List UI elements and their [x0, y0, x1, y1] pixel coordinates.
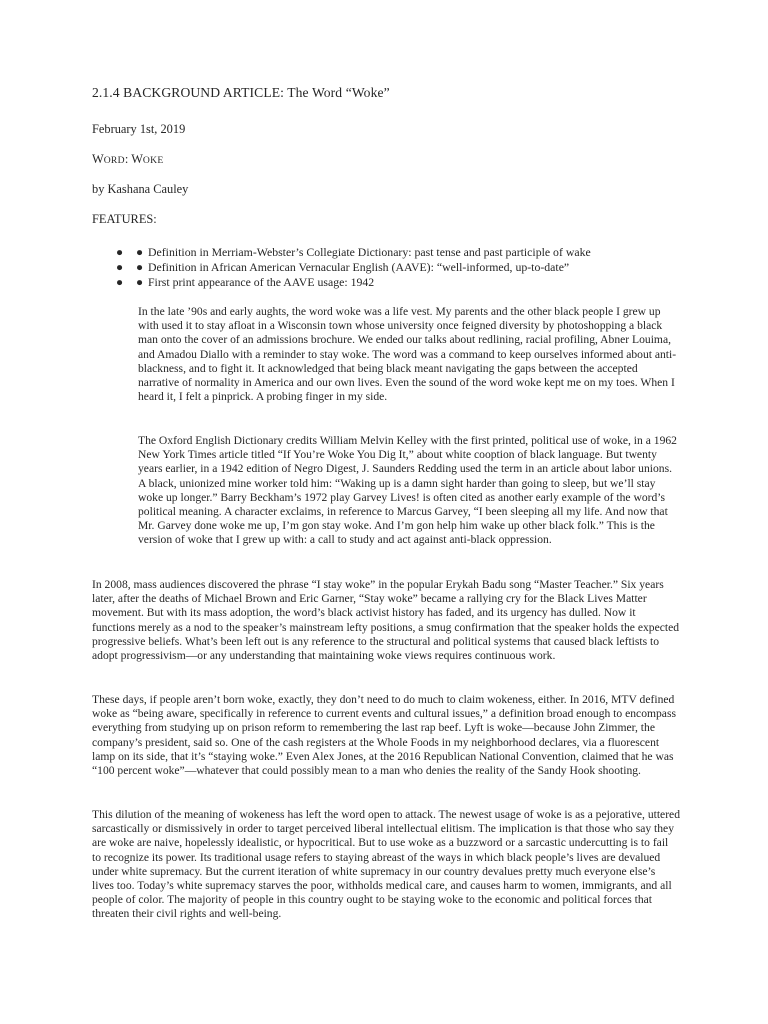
body-paragraph-4: These days, if people aren’t born woke, exactly, they don’t need to do much to claim wokeness, either. In 2016, MTV defined woke as “being aware, specifically in reference to current events and cultural issues,” a definition broad enough to encompass everything from studying up on prison reform to remembering the last rap beef. Lyft is woke—because John Zimmer, the company’s president, said so. One of the cash registers at the Whole Foods in my neighborhood declares, via a fluorescent lamp on its side, that it’s “staying woke.” Even Alex Jones, at the 2016 Republican National Convention, claimed that he was “100 percent woke”—whatever that could possibly mean to a man who denies the reality of the Sandy Hook shooting.: [92, 693, 676, 778]
feature-text: Definition in African American Vernacular English (AAVE): “well-informed, up-to-date”: [148, 260, 570, 274]
bullet-outer: ●: [116, 275, 124, 289]
body-paragraph-5: This dilution of the meaning of wokeness has left the word open to attack. The newest usage of woke is as a pejorative, uttered sarcastically or dismissively in order to target perceived liberal intellectual elitism. The implication is that those who say they are woke are naive, hopelessly idealistic, or hypocritical. But to use woke as a buzzword or a sarcastic undercutting is to fail to recognize its power. Its traditional usage refers to staying abreast of the ways in which black people’s lives are devalued under white supremacy. But the current iteration of white supremacy in our country devalues pretty much everyone else’s lives too. Today’s white supremacy starves the poor, withholds medical care, and causes harm to women, immigrants, and all people of color. The majority of people in this country ought to be staying woke to the economic and political forces that threaten their civil rights and well-being.: [92, 808, 681, 921]
body-paragraph-3: In 2008, mass audiences discovered the phrase “I stay woke” in the popular Erykah Badu song “Master Teacher.” Six years later, after the deaths of Michael Brown and Eric Garner, “Stay woke” became a rallying cry for the Black Lives Matter movement. But with its mass adoption, the word’s black activist history has faded, and its urgency has dulled. Now it functions merely as a nod to the speaker’s mainstream lefty positions, a smug confirmation that the speaker holds the expected progressive beliefs. What’s been left out is any reference to the structural and political systems that caused black leftists to adopt progressivism—or any understanding that maintaining woke views requires continuous work.: [92, 578, 680, 663]
word-label-w1-first: W: [92, 152, 104, 166]
bullet-inner: ●: [136, 245, 144, 259]
list-item: [116, 260, 591, 275]
word-label-w1-rest: ORD: [103, 155, 125, 166]
bullet-outer: ●: [116, 260, 124, 274]
article-title: 2.1.4 BACKGROUND ARTICLE: The Word “Woke”: [92, 85, 390, 100]
feature-text: First print appearance of the AAVE usage: 1942: [148, 275, 375, 289]
article-date: February 1st, 2019: [92, 122, 186, 136]
body-paragraph-1: In the late ’90s and early aughts, the word woke was a life vest. My parents and the other black people I grew up with used it to stay afloat in a Wisconsin town whose university once feigned diversity by photoshopping a black man onto the cover of an admissions brochure. We ended our talks about redlining, racial profiling, Abner Louima, and Amadou Diallo with a reminder to stay woke. The word was a command to keep ourselves informed about anti-blackness, and to fight it. It acknowledged that being black meant navigating the gaps between the accepted narrative of normality in America and our own lives. Even the sound of the word woke kept me on my toes. When I heard it, I felt a pinprick. A probing finger in my side.: [138, 305, 677, 404]
body-paragraph-2: The Oxford English Dictionary credits William Melvin Kelley with the first printed, political use of woke, in a 1962 New York Times article titled “If You’re Woke You Dig It,” about white cooption of black language. But twenty years earlier, in a 1942 edition of Negro Digest, J. Saunders Redding used the term in an article about labor unions. A black, unionized mine worker told him: “Waking up is a damn sight harder than going to sleep, but we’ll stay woke up longer.” Barry Beckham’s 1972 play Garvey Lives! is often cited as another early example of the word’s political meaning. A character exclaims, in reference to Marcus Garvey, “I been sleeping all my life. And now that Mr. Garvey done woke me up, I’m gon stay woke. And I’m gon help him wake up other black folk.” This is the version of woke that I grew up with: a call to study and act against anti-black oppression.: [138, 434, 677, 547]
word-label: [92, 152, 164, 167]
features-heading: FEATURES:: [92, 212, 157, 226]
article-author: by Kashana Cauley: [92, 182, 189, 196]
word-label-separator: :: [124, 152, 132, 166]
word-label-w2-rest: OKE: [142, 155, 164, 166]
feature-text: Definition in Merriam-Webster’s Collegiate Dictionary: past tense and past participle of wake: [148, 245, 591, 259]
list-item: [116, 245, 591, 260]
bullet-outer: ●: [116, 245, 124, 259]
word-label-w2-first: W: [131, 152, 143, 166]
bullet-inner: ●: [136, 260, 144, 274]
features-list: [116, 245, 591, 290]
bullet-inner: ●: [136, 275, 144, 289]
list-item: [116, 275, 591, 290]
